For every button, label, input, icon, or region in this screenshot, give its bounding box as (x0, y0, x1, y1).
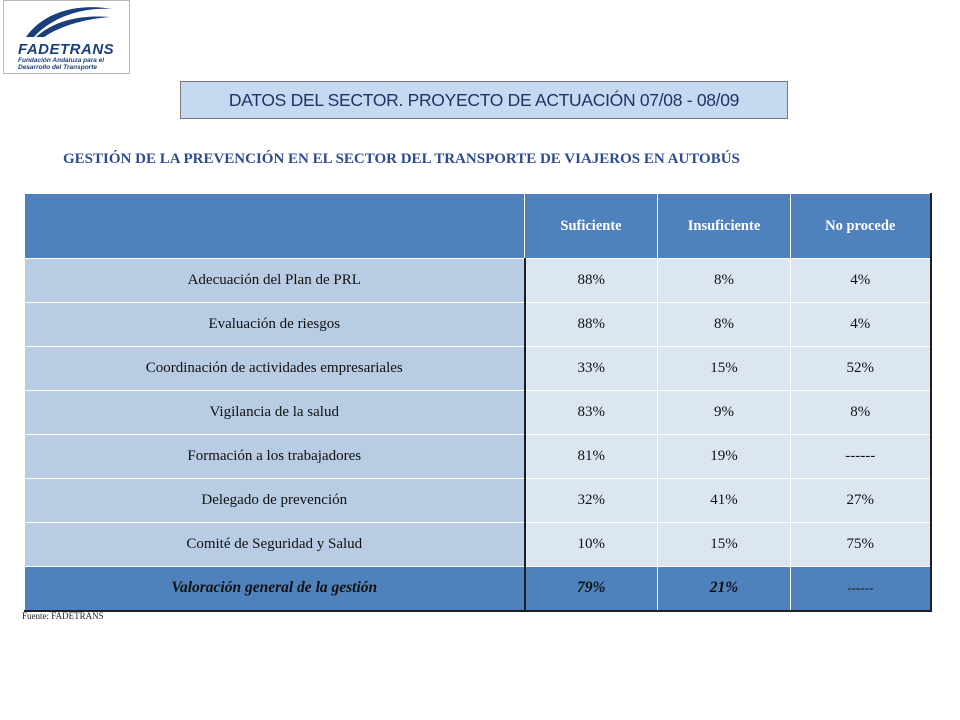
table-row (25, 259, 931, 303)
total-row (25, 567, 931, 611)
cell-insuficiente: 8% (658, 259, 791, 303)
table-row (25, 391, 931, 435)
logo-tagline-line-2: Desarrollo del Transporte (18, 64, 97, 71)
header-suficiente: Suficiente (525, 194, 658, 259)
header-no-procede: No procede (791, 194, 931, 259)
table-row (25, 347, 931, 391)
cell-insuficiente: 15% (658, 523, 791, 567)
source-note: Fuente: FADETRANS (22, 611, 104, 621)
cell-suficiente: 88% (525, 259, 658, 303)
cell-suficiente: 33% (525, 347, 658, 391)
table-row (25, 435, 931, 479)
row-label: Vigilancia de la salud (25, 391, 525, 435)
cell-no-procede: 27% (791, 479, 931, 523)
row-label: Adecuación del Plan de PRL (25, 259, 525, 303)
cell-no-procede: 52% (791, 347, 931, 391)
cell-no-procede: 8% (791, 391, 931, 435)
page-title: DATOS DEL SECTOR. PROYECTO DE ACTUACIÓN 07/08 - 08/09 (180, 81, 788, 119)
table-row (25, 479, 931, 523)
cell-no-procede: 4% (791, 259, 931, 303)
total-insuficiente: 21% (658, 567, 791, 611)
swoosh-logo-icon (22, 3, 114, 41)
cell-insuficiente: 41% (658, 479, 791, 523)
cell-suficiente: 83% (525, 391, 658, 435)
table-row (25, 303, 931, 347)
logo-tagline-line-1: Fundación Andaluza para el (18, 57, 105, 64)
row-label: Formación a los trabajadores (25, 435, 525, 479)
cell-insuficiente: 8% (658, 303, 791, 347)
cell-insuficiente: 19% (658, 435, 791, 479)
total-suficiente: 79% (525, 567, 658, 611)
prevention-table (24, 193, 932, 612)
header-empty (25, 194, 525, 259)
cell-suficiente: 32% (525, 479, 658, 523)
cell-suficiente: 81% (525, 435, 658, 479)
cell-no-procede: ------ (791, 435, 931, 479)
table-row (25, 523, 931, 567)
cell-no-procede: 75% (791, 523, 931, 567)
table-header-row (25, 194, 931, 259)
total-no-procede: ------ (791, 567, 931, 611)
total-label: Valoración general de la gestión (25, 567, 525, 611)
table-subtitle: GESTIÓN DE LA PREVENCIÓN EN EL SECTOR DEL TRANSPORTE DE VIAJEROS EN AUTOBÚS (63, 151, 740, 167)
row-label: Delegado de prevención (25, 479, 525, 523)
row-label: Evaluación de riesgos (25, 303, 525, 347)
logo-tagline (18, 57, 104, 71)
logo-name: FADETRANS (18, 41, 115, 58)
cell-no-procede: 4% (791, 303, 931, 347)
row-label: Coordinación de actividades empresariales (25, 347, 525, 391)
cell-insuficiente: 9% (658, 391, 791, 435)
cell-suficiente: 10% (525, 523, 658, 567)
cell-insuficiente: 15% (658, 347, 791, 391)
row-label: Comité de Seguridad y Salud (25, 523, 525, 567)
header-insuficiente: Insuficiente (658, 194, 791, 259)
cell-suficiente: 88% (525, 303, 658, 347)
fadetrans-logo (3, 0, 130, 74)
